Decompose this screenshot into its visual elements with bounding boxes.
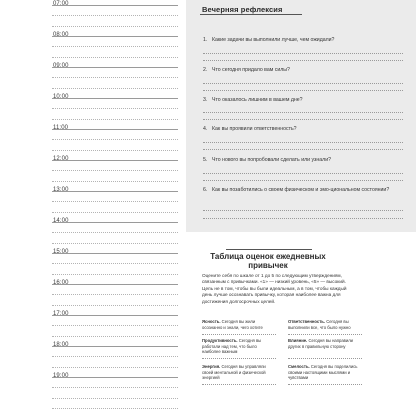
question-number: 2. <box>203 67 208 73</box>
planner-write-line[interactable] <box>52 356 178 357</box>
habit-energy <box>202 364 276 381</box>
planner-write-line[interactable] <box>52 398 178 399</box>
planner-write-line[interactable] <box>52 387 178 388</box>
habit-text: Сегодня вы жили осознанно и знали, чего хотите <box>202 319 263 330</box>
time-label: 12:00 <box>53 156 69 162</box>
time-label: 10:00 <box>53 94 69 100</box>
question-number: 4. <box>203 126 208 132</box>
habit-text: Сегодня вы управляли своей ментальной и физической энергией <box>202 364 266 381</box>
hour-line <box>52 36 178 37</box>
habit-productivity <box>202 338 276 355</box>
evening-reflection-panel <box>186 0 416 232</box>
planner-write-line[interactable] <box>52 139 178 140</box>
time-label: 15:00 <box>53 249 69 255</box>
habit-text: Сегодня вы работали над тем, что было наиболее важным <box>202 338 262 355</box>
habit-name: Энергия. <box>202 364 221 369</box>
question-text: Как вы позаботились о своем физическом и эмо-циональном состоянии? <box>212 187 390 193</box>
hour-line <box>52 191 178 192</box>
answer-line[interactable] <box>203 119 403 120</box>
answer-line[interactable] <box>203 149 403 150</box>
question-text: Что оказалось лишним в вашем дне? <box>212 97 303 103</box>
planner-write-line[interactable] <box>52 57 178 58</box>
hour-line <box>52 98 178 99</box>
time-label: 14:00 <box>53 218 69 224</box>
planner-write-line[interactable] <box>52 325 178 326</box>
planner-write-line[interactable] <box>52 336 178 337</box>
question-text: Что сегодня придало вам силы? <box>212 67 290 73</box>
reflection-question-5 <box>203 157 403 165</box>
habit-score-line[interactable] <box>288 384 362 385</box>
reflection-question-2 <box>203 67 403 75</box>
planner-write-line[interactable] <box>52 367 178 368</box>
answer-line[interactable] <box>203 112 403 113</box>
time-label: 09:00 <box>53 63 69 69</box>
planner-write-line[interactable] <box>52 15 178 16</box>
planner-write-line[interactable] <box>52 294 178 295</box>
planner-write-line[interactable] <box>52 243 178 244</box>
reflection-title: Вечерняя рефлексия <box>202 5 283 14</box>
time-label: 17:00 <box>53 311 69 317</box>
time-label: 13:00 <box>53 187 69 193</box>
habit-influence <box>288 338 362 349</box>
time-label: 16:00 <box>53 280 69 286</box>
question-number: 3. <box>203 97 208 103</box>
planner-write-line[interactable] <box>52 170 178 171</box>
hour-line <box>52 5 178 6</box>
reflection-title-underline <box>200 14 302 15</box>
answer-line[interactable] <box>203 60 403 61</box>
time-label: 11:00 <box>53 125 69 131</box>
habit-name: Продуктивность. <box>202 338 238 343</box>
habit-score-line[interactable] <box>288 358 362 359</box>
planner-write-line[interactable] <box>52 150 178 151</box>
time-label: 18:00 <box>53 342 69 348</box>
reflection-question-1 <box>203 37 403 45</box>
reflection-question-6 <box>203 187 393 195</box>
habit-score-line[interactable] <box>202 384 276 385</box>
planner-write-line[interactable] <box>52 77 178 78</box>
habit-clarity <box>202 319 276 330</box>
habit-name: Смелость. <box>288 364 310 369</box>
time-label: 08:00 <box>53 32 69 38</box>
hour-line <box>52 253 178 254</box>
hour-line <box>52 346 178 347</box>
habit-score-line[interactable] <box>202 358 276 359</box>
planner-write-line[interactable] <box>52 26 178 27</box>
planner-write-line[interactable] <box>52 201 178 202</box>
hourly-planner <box>0 0 182 420</box>
habit-name: Влияние. <box>288 338 308 343</box>
planner-write-line[interactable] <box>52 274 178 275</box>
habit-text: Сегодня вы направили других в правильную сторону <box>288 338 354 349</box>
question-text: Как вы проявили ответственность? <box>212 126 297 132</box>
planner-write-line[interactable] <box>52 181 178 182</box>
habit-name: Ответственность. <box>288 319 326 324</box>
question-text: Что нового вы попробовали сделать или узнали? <box>212 157 331 163</box>
hour-line <box>52 67 178 68</box>
planner-write-line[interactable] <box>52 408 178 409</box>
planner-write-line[interactable] <box>52 232 178 233</box>
answer-line[interactable] <box>203 173 403 174</box>
reflection-question-4 <box>203 126 403 134</box>
habits-title: Таблица оценок ежедневных привычек <box>210 252 326 270</box>
question-text: Какие задачи вы выполнили лучше, чем ожидали? <box>212 37 335 43</box>
answer-line[interactable] <box>203 210 403 211</box>
answer-line[interactable] <box>203 53 403 54</box>
planner-write-line[interactable] <box>52 119 178 120</box>
habits-title-rule <box>226 249 312 250</box>
habit-text: Сегодня вы поделились своими настоящими мыслями и чувствами <box>288 364 358 381</box>
answer-line[interactable] <box>203 142 403 143</box>
hour-line <box>52 129 178 130</box>
time-label: 07:00 <box>53 1 69 7</box>
hour-line <box>52 315 178 316</box>
answer-line[interactable] <box>203 218 403 219</box>
question-number: 5. <box>203 157 208 163</box>
planner-write-line[interactable] <box>52 46 178 47</box>
habit-courage <box>288 364 362 381</box>
habit-text: Сегодня вы выполнили все, что было нужно <box>288 319 351 330</box>
answer-line[interactable] <box>203 83 403 84</box>
habits-description: Оцените себя по шкале от 1 до 5 по следующим утверждениям, связанным с привычками. «1» — низкий уровень, «5» — высокий. Цель не в том, чтобы вы были идеальным, а в том, чтобы каждый день лучше осознавать привычку, которая наиболее важна для достижения долгосрочных целей. <box>202 273 347 304</box>
planner-write-line[interactable] <box>52 263 178 264</box>
answer-line[interactable] <box>203 90 403 91</box>
hour-line <box>52 377 178 378</box>
hour-line <box>52 284 178 285</box>
hour-line <box>52 222 178 223</box>
habit-name: Ясность. <box>202 319 221 324</box>
question-number: 1. <box>203 37 208 43</box>
hour-line <box>52 160 178 161</box>
planner-write-line[interactable] <box>52 212 178 213</box>
planner-write-line[interactable] <box>52 88 178 89</box>
answer-line[interactable] <box>203 180 403 181</box>
time-label: 19:00 <box>53 373 69 379</box>
habit-responsibility <box>288 319 362 330</box>
habit-score-line[interactable] <box>202 334 276 335</box>
reflection-question-3 <box>203 97 403 105</box>
planner-write-line[interactable] <box>52 108 178 109</box>
question-number: 6. <box>203 187 208 193</box>
habit-score-line[interactable] <box>288 334 362 335</box>
planner-write-line[interactable] <box>52 305 178 306</box>
